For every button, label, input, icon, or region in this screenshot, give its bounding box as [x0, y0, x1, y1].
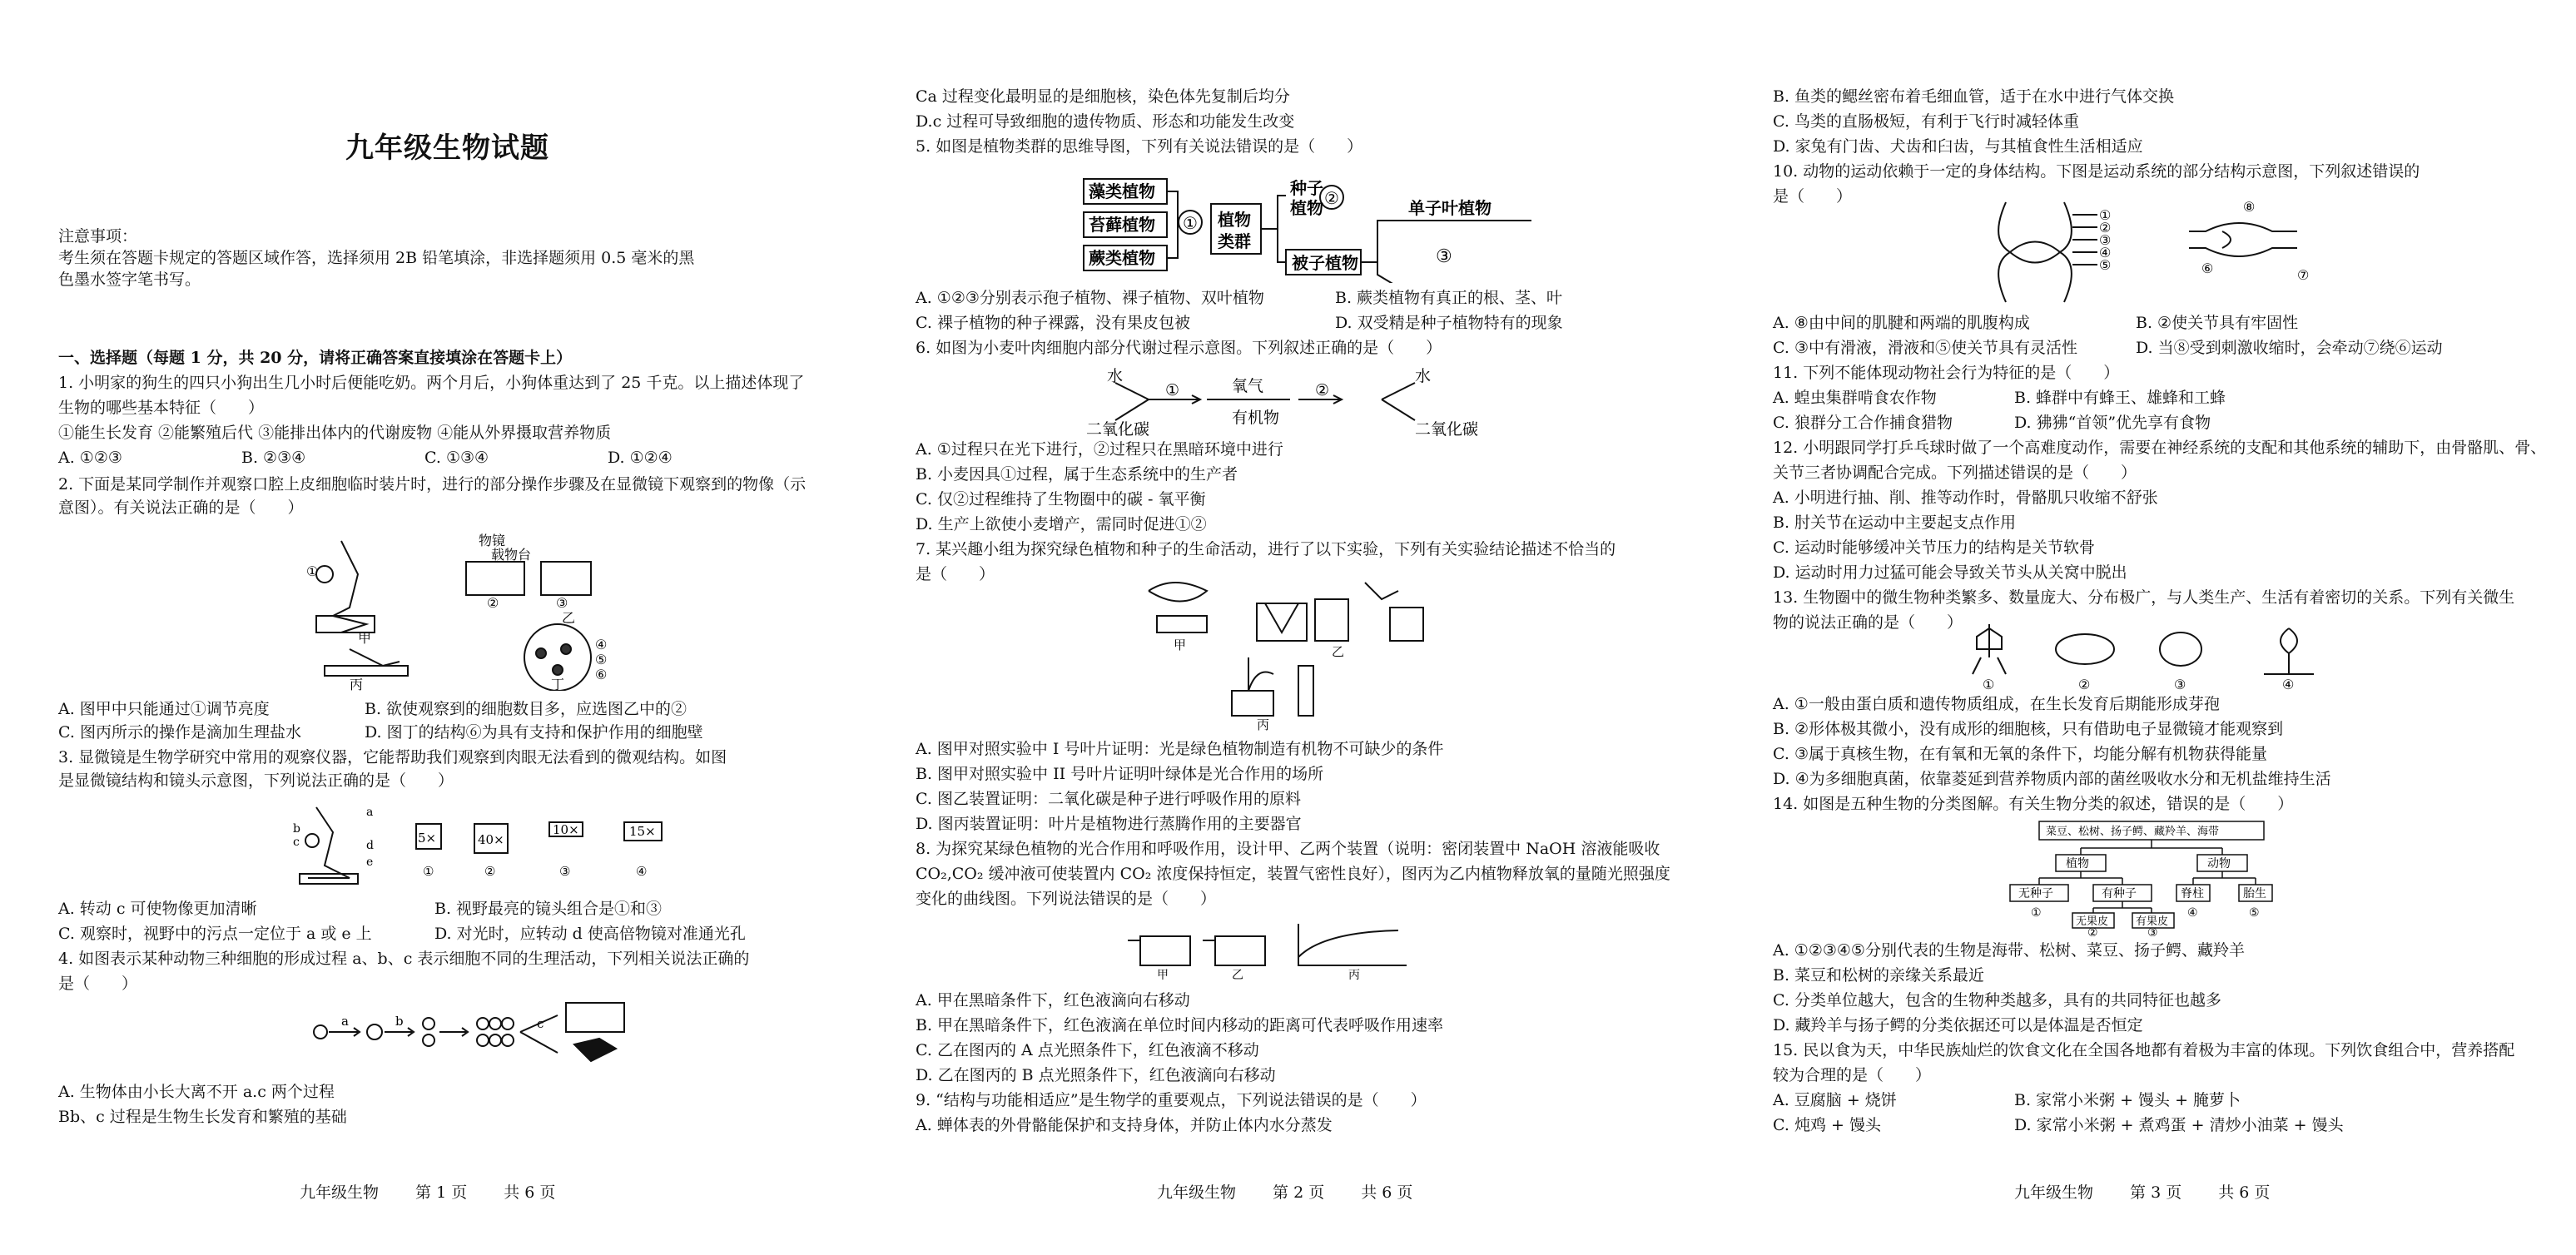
fig2-mat: 物镜 — [479, 533, 506, 548]
q11-option-d: D. 狒狒“首领”优先享有食物 — [2014, 414, 2211, 432]
fig5-angio: 被子植物 — [1292, 253, 1358, 273]
fig6-water-2: 水 — [1415, 367, 1432, 385]
fig14-animal: 动物 — [2207, 857, 2231, 871]
page-footer: 九年级生物 第 3 页 共 6 页 — [2014, 1183, 2271, 1202]
q10-option-b: B. ②使关节具有牢固性 — [2136, 314, 2299, 332]
q7-figure — [1132, 566, 1482, 732]
q1-stem-3: ①能生长发育 ②能繁殖后代 ③能排出体内的代谢废物 ④能从外界摄取营养物质 — [58, 424, 612, 442]
page-1 — [58, 0, 841, 1255]
fig14-n4: ④ — [2187, 906, 2198, 920]
q1-option-a: A. ①②③ — [58, 449, 122, 467]
fig7-bing: 丙 — [1257, 717, 1270, 732]
q9-option-d: D. 家兔有门齿、犬齿和臼齿，与其植食性生活相适应 — [1773, 137, 2143, 156]
q4-option-b: Bb、c 过程是生物生长发育和繁殖的基础 — [58, 1108, 347, 1126]
q9-stem: 9. “结构与功能相适应”是生物学的重要观点，下列说法错误的是（ ） — [916, 1091, 1427, 1109]
fig8-bing: 丙 — [1348, 969, 1360, 982]
fig5-c2: ② — [1324, 188, 1339, 208]
fig10-n7: ⑦ — [2297, 267, 2310, 283]
q3-figure — [275, 799, 691, 890]
q1-stem-1: 1. 小明家的狗生的四只小狗出生几小时后便能吃奶。两个月后，小狗体重达到了 25 千克。以上描述体现了 — [58, 374, 805, 392]
q10-option-c: C. ③中有滑液，滑液和⑤使关节具有灵活性 — [1773, 339, 2077, 357]
page-2 — [916, 0, 1698, 1255]
page-footer: 九年级生物 第 1 页 共 6 页 — [300, 1183, 556, 1202]
fig14-n3: ③ — [2147, 926, 2158, 936]
fig14-n5: ⑤ — [2249, 906, 2260, 920]
q6-option-d: D. 生产上欲使小麦增产，需同时促进①② — [916, 515, 1207, 533]
fig14-fruit: 有果皮 — [2136, 915, 2169, 928]
q4-stem-2: 是（ ） — [58, 975, 138, 993]
q8-option-b: B. 甲在黑暗条件下，红色液滴在单位时间内移动的距离可代表呼吸作用速率 — [916, 1016, 1444, 1034]
fig4-b: b — [395, 1014, 404, 1029]
q11-option-b: B. 蜂群中有蜂王、雄蜂和工蜂 — [2014, 389, 2226, 407]
q7-option-a: A. 图甲对照实验中 I 号叶片证明：光是绿色植物制造有机物不可缺少的条件 — [916, 740, 1444, 758]
q8-option-d: D. 乙在图丙的 B 点光照条件下，红色液滴向右移动 — [916, 1066, 1276, 1084]
q4-stem-1: 4. 如图表示某种动物三种细胞的形成过程 a、b、c 表示细胞不同的生理活动，下列相关说法正确的 — [58, 950, 750, 968]
q6-option-a: A. ①过程只在光下进行，②过程只在黑暗环境中进行 — [916, 440, 1283, 459]
fig3-num-1: ① — [423, 864, 434, 879]
fig2-bing: 丙 — [350, 677, 364, 691]
fig3-b: b — [293, 822, 300, 836]
fig2-label-2: ② — [487, 595, 499, 611]
fig6-water: 水 — [1107, 367, 1124, 385]
fig10-n5: ⑤ — [2099, 257, 2112, 273]
q8-figure — [1124, 915, 1490, 982]
fig13-n4: ④ — [2282, 677, 2295, 691]
q3-option-a: A. 转动 c 可使物像更加清晰 — [58, 900, 257, 918]
q5-option-c: C. 裸子植物的种子裸露，没有果皮包被 — [916, 314, 1190, 332]
page-footer: 九年级生物 第 2 页 共 6 页 — [1157, 1183, 1413, 1202]
fig10-n4: ④ — [2099, 245, 2112, 260]
fig3-num-2: ② — [484, 864, 496, 879]
fig3-num-4: ④ — [636, 864, 648, 879]
q13-stem-1: 13. 生物圈中的微生物种类繁多、数量庞大、分布极广，与人类生产、生活有着密切的关系。下列有关微生 — [1773, 588, 2515, 607]
q7-stem-1: 7. 某兴趣小组为探究绿色植物和种子的生命活动，进行了以下实验，下列有关实验结论描述不恰当的 — [916, 540, 1616, 558]
fig4-a: a — [341, 1014, 349, 1029]
section-heading: 一、选择题（每题 1 分，共 20 分，请将正确答案直接填涂在答题卡上） — [58, 349, 573, 367]
q7-option-d: D. 图丙装置证明：叶片是植物进行蒸腾作用的主要器官 — [916, 815, 1302, 833]
fig14-plant: 植物 — [2066, 857, 2089, 871]
fig6-co2: 二氧化碳 — [1086, 420, 1150, 439]
fig14-seed: 有种子 — [2102, 887, 2137, 900]
fig7-jia: 甲 — [1174, 637, 1187, 652]
q7-option-c: C. 图乙装置证明：二氧化碳是种子进行呼吸作用的原料 — [916, 790, 1301, 808]
q11-stem: 11. 下列不能体现动物社会行为特征的是（ ） — [1773, 364, 2120, 382]
q2-option-a: A. 图甲中只能通过①调节亮度 — [58, 700, 270, 718]
fig5-group-2: 类群 — [1218, 231, 1251, 251]
fig13-n1: ① — [1983, 677, 1995, 691]
q12-stem-1: 12. 小明跟同学打乒乓球时做了一个高难度动作，需要在神经系统的支配和其他系统的辅助下，由骨骼肌、骨、 — [1773, 439, 2547, 457]
fig10-n3: ③ — [2099, 232, 2112, 248]
q3-stem-2: 是显微镜结构和镜头示意图，下列说法正确的是（ ） — [58, 771, 454, 790]
q12-stem-2: 关节三者协调配合完成。下列描述错误的是（ ） — [1773, 464, 2137, 482]
q9-option-b: B. 鱼类的鳃丝密布着毛细血管，适于在水中进行气体交换 — [1773, 87, 2175, 106]
fig14-top: 菜豆、松树、扬子鳄、藏羚羊、海带 — [2046, 826, 2220, 838]
q12-option-a: A. 小明进行抽、削、推等动作时，骨骼肌只收缩不舒张 — [1773, 489, 2158, 507]
q4-option-a: A. 生物体由小长大离不开 a.c 两个过程 — [58, 1083, 335, 1101]
q13-option-a: A. ①一般由蛋白质和遗传物质组成，在生长发育后期能形成芽孢 — [1773, 695, 2220, 713]
q14-stem: 14. 如图是五种生物的分类图解。有关生物分类的叙述，错误的是（ ） — [1773, 795, 2294, 813]
q14-option-b: B. 菜豆和松树的亲缘关系最近 — [1773, 966, 1985, 985]
q3-stem-1: 3. 显微镜是生物学研究中常用的观察仪器，它能帮助我们观察到肉眼无法看到的微观结构。如图 — [58, 748, 727, 766]
fig8-yi: 乙 — [1232, 969, 1243, 982]
fig6-c1: ① — [1165, 381, 1180, 399]
fig2-label-3: ③ — [556, 595, 568, 611]
fig2-label-6: ⑥ — [595, 667, 608, 682]
q3-option-c: C. 观察时，视野中的污点一定位于 a 或 e 上 — [58, 925, 372, 943]
fig10-n2: ② — [2099, 220, 2112, 236]
q10-option-a: A. ⑧由中间的肌腱和两端的肌腹构成 — [1773, 314, 2030, 332]
fig2-ding: 丁 — [551, 677, 565, 691]
q13-option-c: C. ③属于真核生物，在有氧和无氧的条件下，均能分解有机物获得能量 — [1773, 745, 2267, 763]
q13-option-b: B. ②形体极其微小，没有成形的细胞核，只有借助电子显微镜才能观察到 — [1773, 720, 2284, 738]
fig14-noseed: 无种子 — [2018, 887, 2053, 900]
q6-figure — [1082, 366, 1548, 441]
q11-option-c: C. 狼群分工合作捕食猎物 — [1773, 414, 1953, 432]
fig13-n2: ② — [2078, 677, 2091, 691]
q2-option-d: D. 图丁的结构⑥为具有支持和保护作用的细胞壁 — [365, 723, 703, 742]
fig14-birth: 胎生 — [2243, 887, 2266, 900]
q3-option-b: B. 视野最亮的镜头组合是①和③ — [434, 900, 663, 918]
q12-option-c: C. 运动时能够缓冲关节压力的结构是关节软骨 — [1773, 538, 2095, 557]
q5-option-b: B. 蕨类植物有真正的根、茎、叶 — [1335, 289, 1563, 307]
q15-option-b: B. 家常小米粥 + 馒头 + 腌萝卜 — [2014, 1091, 2241, 1109]
fig14-n1: ① — [2031, 906, 2042, 920]
page-title: 九年级生物试题 — [345, 131, 549, 165]
fig3-lens-1: 5× — [418, 831, 437, 846]
q10-stem-2: 是（ ） — [1773, 187, 1853, 206]
fig2-jia: 甲 — [358, 630, 372, 646]
q7-stem-2: 是（ ） — [916, 565, 995, 583]
fig6-org: 有机物 — [1232, 409, 1280, 427]
q10-option-d: D. 当⑧受到刺激收缩时，会牵动⑦绕⑥运动 — [2136, 339, 2443, 357]
q15-option-c: C. 炖鸡 + 馒头 — [1773, 1116, 1881, 1134]
fig2-stage: 载物台 — [491, 547, 532, 563]
notice-text-1: 考生须在答题卡规定的答题区域作答，选择须用 2B 铅笔填涂，非选择题须用 0.5 毫米的黑 — [58, 249, 695, 267]
fig5-fern: 蕨类植物 — [1089, 248, 1155, 268]
fig3-lens-4: 15× — [629, 824, 656, 839]
fig3-d: d — [366, 839, 374, 852]
q13-option-d: D. ④为多细胞真菌，依靠菱延到营养物质内部的菌丝吸收水分和无机盐维持生活 — [1773, 770, 2331, 788]
q5-figure — [1082, 171, 1548, 283]
q4-option-c: Ca 过程变化最明显的是细胞核，染色体先复制后均分 — [916, 87, 1290, 106]
q9-option-a: A. 蝉体表的外骨骼能保护和支持身体，并防止体内水分蒸发 — [916, 1116, 1333, 1134]
q3-option-d: D. 对光时，应转动 d 使高倍物镜对准通光孔 — [434, 925, 746, 943]
fig3-e: e — [366, 856, 374, 869]
q2-figure — [291, 524, 658, 691]
q14-option-d: D. 藏羚羊与扬子鳄的分类依据还可以是体温是否恒定 — [1773, 1016, 2143, 1034]
q14-option-a: A. ①②③④⑤分别代表的生物是海带、松树、菜豆、扬子鳄、藏羚羊 — [1773, 941, 2245, 960]
fig3-lens-2: 40× — [478, 832, 504, 847]
q10-figure — [1973, 198, 2364, 306]
fig14-nofruit: 无果皮 — [2076, 915, 2109, 928]
q13-stem-2: 物的说法正确的是（ ） — [1773, 613, 1963, 632]
q1-option-b: B. ②③④ — [241, 449, 306, 467]
q2-stem-1: 2. 下面是某同学制作并观察口腔上皮细胞临时装片时，进行的部分操作步骤及在显微镜下观察到的物像（示 — [58, 475, 807, 494]
q15-option-a: A. 豆腐脑 + 烧饼 — [1773, 1091, 1897, 1109]
q1-option-c: C. ①③④ — [424, 449, 489, 467]
q15-stem-1: 15. 民以食为天，中华民族灿烂的饮食文化在全国各地都有着极为丰富的体现。下列饮食组合中，营养搭配 — [1773, 1041, 2515, 1059]
notice-text-2: 色墨水签字笔书写。 — [58, 270, 201, 289]
fig5-seed-2: 植物 — [1290, 198, 1323, 218]
q1-stem-2: 生物的哪些基本特征（ ） — [58, 399, 265, 417]
q1-option-d: D. ①②④ — [608, 449, 673, 467]
fig2-label-5: ⑤ — [595, 652, 608, 667]
q10-stem-1: 10. 动物的运动依赖于一定的身体结构。下图是运动系统的部分结构示意图，下列叙述错误的 — [1773, 162, 2420, 181]
q9-option-c: C. 鸟类的直肠极短，有利于飞行时减轻体重 — [1773, 112, 2079, 131]
fig6-o2: 氧气 — [1232, 377, 1264, 395]
fig6-c2: ② — [1315, 381, 1330, 399]
page-3 — [1773, 0, 2555, 1255]
q14-figure — [2006, 820, 2322, 936]
fig7-yi: 乙 — [1332, 644, 1345, 659]
fig4-c: c — [537, 1016, 544, 1031]
q4-figure — [308, 999, 658, 1074]
q12-option-b: B. 肘关节在运动中主要起支点作用 — [1773, 513, 2017, 532]
fig14-spine: 脊柱 — [2181, 887, 2204, 900]
q2-option-c: C. 图丙所示的操作是滴加生理盐水 — [58, 723, 301, 742]
fig3-num-3: ③ — [559, 864, 571, 879]
fig3-lens-3: 10× — [553, 822, 579, 837]
q6-option-c: C. 仅②过程维持了生物圈中的碳 - 氧平衡 — [916, 490, 1206, 508]
fig5-moss: 苔藓植物 — [1089, 215, 1155, 235]
q6-stem: 6. 如图为小麦叶肉细胞内部分代谢过程示意图。下列叙述正确的是（ ） — [916, 339, 1442, 357]
q8-stem-2: CO₂,CO₂ 缓冲液可使装置内 CO₂ 浓度保持恒定，装置气密性良好），图丙为乙内植物释放氧的量随光照强度 — [916, 865, 1670, 883]
q11-option-a: A. 蝗虫集群啃食农作物 — [1773, 389, 1937, 407]
q2-option-b: B. 欲使观察到的细胞数目多，应选图乙中的② — [365, 700, 687, 718]
fig10-n8: ⑧ — [2243, 199, 2256, 215]
fig5-algae: 藻类植物 — [1089, 181, 1155, 201]
q8-option-a: A. 甲在黑暗条件下，红色液滴向右移动 — [916, 991, 1190, 1009]
fig5-c1: ① — [1183, 213, 1198, 233]
q4-option-d: D.c 过程可导致细胞的遗传物质、形态和功能发生改变 — [916, 112, 1295, 131]
q5-stem: 5. 如图是植物类群的思维导图，下列有关说法错误的是（ ） — [916, 137, 1363, 156]
fig10-n1: ① — [2099, 207, 2112, 223]
fig5-mono: 单子叶植物 — [1408, 198, 1491, 218]
fig2-yi: 乙 — [562, 610, 576, 626]
fig2-label-1: ① — [306, 563, 319, 579]
fig5-seed-1: 种子 — [1290, 178, 1323, 198]
q5-option-d: D. 双受精是种子植物特有的现象 — [1335, 314, 1563, 332]
fig14-n2: ② — [2087, 926, 2098, 936]
fig5-c3: ③ — [1436, 246, 1452, 267]
q8-stem-3: 变化的曲线图。下列说法错误的是（ ） — [916, 890, 1217, 908]
q12-option-d: D. 运动时用力过猛可能会导致关节头从关窝中脱出 — [1773, 563, 2127, 582]
fig6-co2-2: 二氧化碳 — [1415, 420, 1479, 439]
q15-option-d: D. 家常小米粥 + 煮鸡蛋 + 清炒小油菜 + 馒头 — [2014, 1116, 2344, 1134]
fig3-a: a — [366, 806, 374, 819]
fig8-jia: 甲 — [1157, 969, 1169, 982]
fig10-n6: ⑥ — [2201, 260, 2214, 276]
notice-heading: 注意事项： — [58, 227, 138, 246]
q8-option-c: C. 乙在图丙的 A 点光照条件下，红色液滴不移动 — [916, 1041, 1259, 1059]
q6-option-b: B. 小麦因具①过程，属于生态系统中的生产者 — [916, 465, 1238, 484]
q8-stem-1: 8. 为探究某绿色植物的光合作用和呼吸作用，设计甲、乙两个装置（说明：密闭装置中 NaOH 溶液能吸收 — [916, 840, 1660, 858]
q2-stem-2: 意图）。有关说法正确的是（ ） — [58, 499, 304, 517]
q14-option-c: C. 分类单位越大，包含的生物种类越多，具有的共同特征也越多 — [1773, 991, 2221, 1009]
q15-stem-2: 较为合理的是（ ） — [1773, 1066, 1932, 1084]
q5-option-a: A. ①②③分别表示孢子植物、裸子植物、双叶植物 — [916, 289, 1264, 307]
fig3-c: c — [293, 836, 300, 849]
q13-figure — [1939, 616, 2372, 691]
fig5-group-1: 植物 — [1218, 210, 1251, 230]
q7-option-b: B. 图甲对照实验中 II 号叶片证明叶绿体是光合作用的场所 — [916, 765, 1324, 783]
fig2-label-4: ④ — [595, 637, 608, 652]
fig13-n3: ③ — [2174, 677, 2186, 691]
